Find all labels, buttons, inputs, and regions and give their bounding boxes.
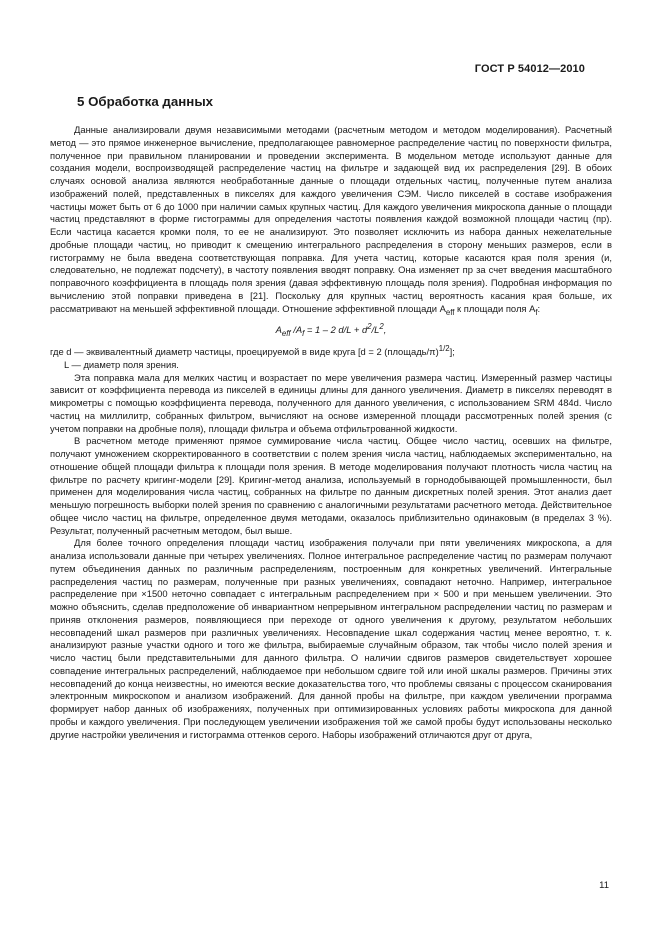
formula-subscript: f <box>302 329 305 339</box>
formula-part: /A <box>290 324 303 336</box>
paragraph-text: : <box>537 302 541 314</box>
subscript: f <box>535 307 538 317</box>
paragraph-methods <box>50 124 612 319</box>
page-number: 11 <box>599 880 609 891</box>
formula-part: = 1 – 2 d/L + d <box>304 324 368 336</box>
document-body <box>50 124 612 741</box>
paragraph-magnification: Для более точного определения площади частиц изображения получали при пяти увеличениях микроскопа, а для анализа использовали данные при четырех увеличениях. Полное интегральное распределение частиц по размерам получают путем объединения данных по различным распределениям, построенным для конкретных увеличений. Интегральные распределения частиц по размерам, полученные при разных увеличениях, совпадают неточно. Например, интегральное распределение при ×1500 неточно совпадает с интегральным распределением при × 500 и при меньшем увеличении. Это можно объяснить, сделав предположение об инвариантном непрерывном интегральном распределении частиц по размерам и приняв отклонения размеров, появляющиеся при переходе от одного увеличения к другому, результатом небольших несовпадений шкал размеров при различных увеличениях. Несовпадение шкал содержания частиц менее вероятно, т. к. анализируют разные участки одного и того же фильтра, выбираемые случайным образом, так чтобы число полей зрения и число частиц были представительными для данного фильтра. О наличии сдвигов размеров свидетельствует хорошее совпадение интегральных распределений, наблюдаемое при небольшом сдвиге той или иной шкалы размеров. Причины этих несовпадений до конца неизвестны, но имеются веские доказательства того, что проблемы связаны с процессом сканирования электронным микроскопом и анализом изображений. Для данной пробы на фильтре, при каждом увеличении программа формирует набор данных об изображениях, полученных при оптимизированных условиях работы микроскопа для данной пробы и каждого увеличения. При последующем увеличении изображения той же самой пробы будут использованы несколько другие настройки увеличения и гистограмма оттенков серого. Наборы изображений отличаются друг от друга, <box>50 537 612 740</box>
paragraph-text: к площади поля A <box>454 302 536 314</box>
formula-part: /L <box>371 324 380 336</box>
paragraph-calculation: В расчетном методе применяют прямое суммирование числа частиц. Общее число частиц, осевших на фильтре, получают умножением скорректированного в соответствии с полем зрения числа частиц, наблюдаемых экспериментально, на отношение общей площади фильтра к площади поля зрения. В методе моделирования получают плотность числа частиц на фильтре по расчету кригинг-модели [29]. Кригинг-метод анализа, используемый в горнодобывающей промышленности, был применен для моделирования числа частиц, собранных на фильтре по данным дискретных полей зрения. Этот анализ дает меньшую погрешность выборки полей зрения по сравнению с аналогичными результатами расчетного метода. Действительное общее число частиц на фильтре, определенное двумя методами, оказалось приблизительно одинаковым (в пределах 3 %). Результат, полученный расчетным методом, был выше. <box>50 435 612 536</box>
document-header: ГОСТ Р 54012—2010 <box>474 63 585 75</box>
paragraph-correction: Эта поправка мала для мелких частиц и возрастает по мере увеличения размера частиц. Измеренный размер частицы зависит от коэффициента перевода из пикселей в единицы длины для данного увеличения. Диаметр в пикселях переводят в микрометры с помощью коэффициента перевода, полученного для данного увеличения, с использованием SRM 484d. Число частиц на миллилитр, собранных фильтром, вычисляют на основе измеренной площади рассмотренных полей зрения (с учетом поправки на дробные поля), площади фильтра и объема отфильтрованной жидкости. <box>50 371 612 434</box>
legend-d <box>50 343 612 359</box>
formula-part: , <box>383 324 387 336</box>
formula-superscript: 2 <box>367 322 372 332</box>
formula-part: A <box>275 324 282 336</box>
legend-text: ]; <box>449 346 455 357</box>
legend-L: L — диаметр поля зрения. <box>64 358 179 370</box>
formula-subscript: eff <box>281 329 291 339</box>
section-title: 5 Обработка данных <box>77 94 214 109</box>
formula-superscript: 2 <box>379 322 384 332</box>
subscript: eff <box>445 307 455 317</box>
legend-superscript: 1/2 <box>438 343 450 353</box>
legend-text: где d — эквивалентный диаметр частицы, проецируемой в виде круга [d = 2 (площадь/π) <box>50 346 439 357</box>
paragraph-text: Данные анализировали двумя независимыми методами (расчетным методом и методом моделирования). Расчетный метод — это прямое инженерное вычисление, предполагающее равномерное распределение частиц по поверхности фильтра, полученное при правильном планировании и проведении эксперимента. В модельном методе используют данные для создания модели, воспроизводящей распределение частиц на фильтре и задающей вид их распределения [29]. В обоих случаях основой анализа являются необработанные данные о площади отдельных частиц, полученные путем анализа изображений полей, представленных в пикселях для каждого увеличения СЭМ. Число пикселей в составе изображения частицы может быть от 6 до 1000 при наличии самых крупных частиц. Для каждого увеличения микроскопа данные о площади частиц представляют в форме гистограммы для определения частоты появления каждой возможной площади частиц (пр). Если частица касается кромки поля, то ее не анализируют. Это позволяет исключить из набора данных нежелательные дробные площади частиц, но приводит к смещению интегрального распределения в сторону меньших размеров, если в гистограмму не была введена соответствующая поправка. Для учета частиц, которые касаются края поля зрения (и, следовательно, не подлежат подсчету), в частоту появления вводят поправку. Она изменяет пр за счет введения масштабного поправочного коэффициента в площадь поля зрения (давая эффективную площадь поля зрения). Подробная информация по вычислению этой поправки приведена в [21]. Поскольку для крупных частиц вероятность касания края больше, их рассматривают на меньшей эффективной площади. Отношение эффективной площади A <box>50 124 612 314</box>
formula <box>50 321 612 341</box>
